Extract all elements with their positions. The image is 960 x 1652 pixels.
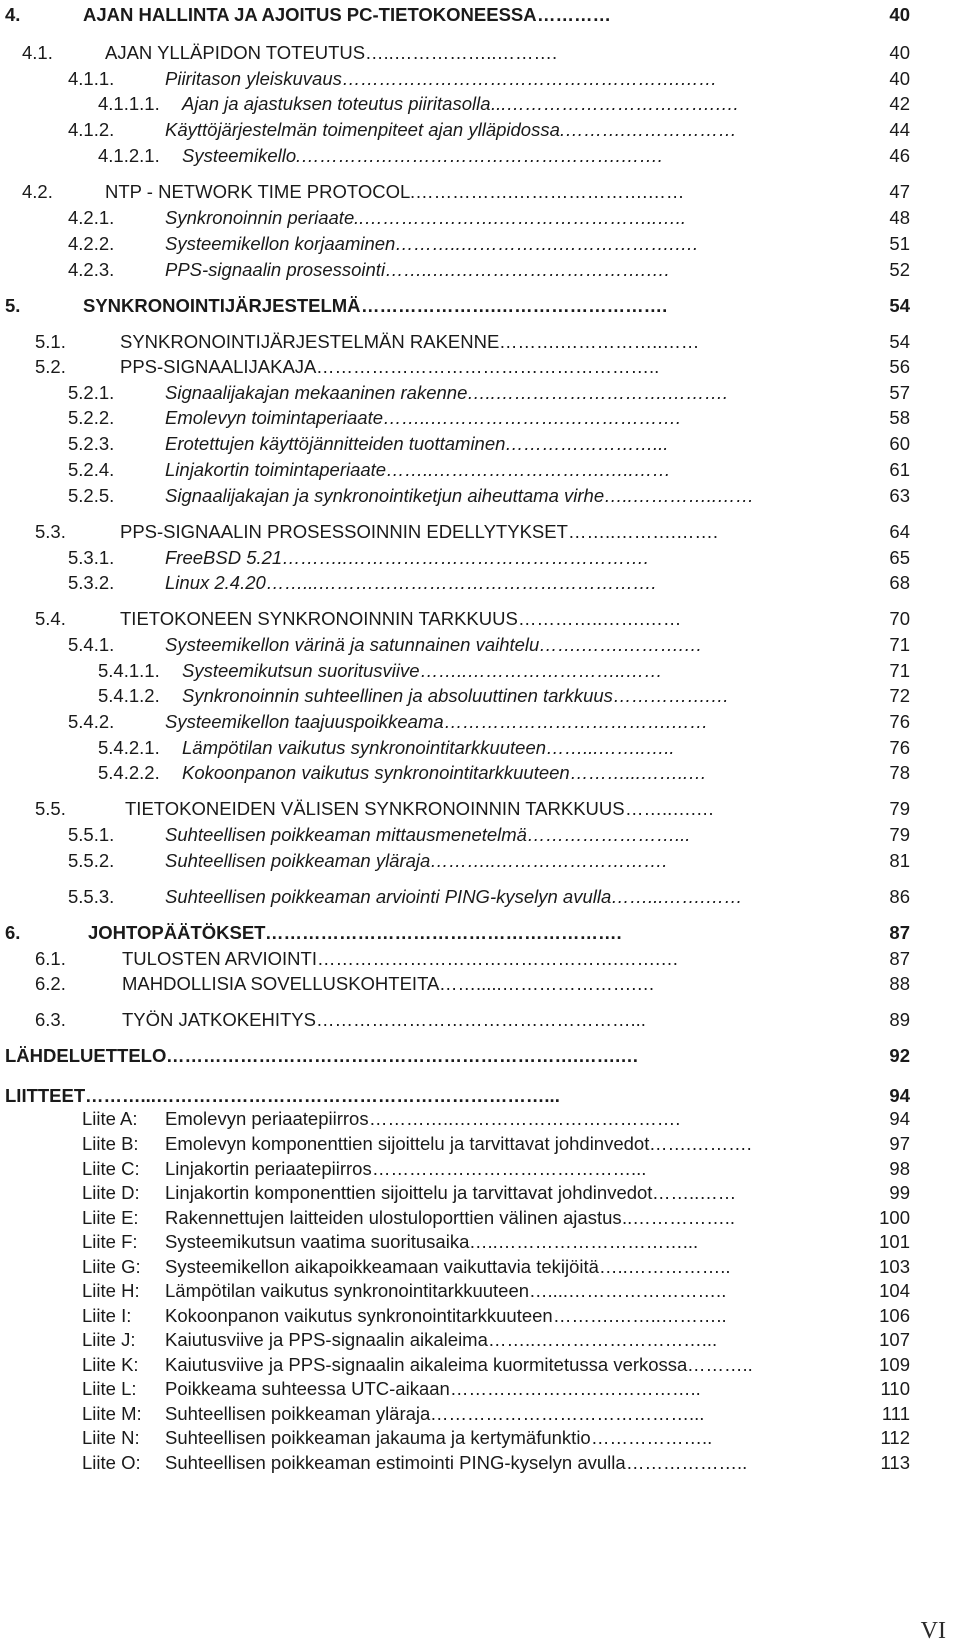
toc-entry [0, 1352, 960, 1378]
toc-entry-leader: ………..…………….……………….…. [395, 233, 699, 254]
toc-entry-number: 5.5.2. [68, 850, 115, 871]
toc-entry [0, 1376, 960, 1402]
toc-entry-number: 5.3.2. [68, 572, 115, 593]
toc-entry-number: 4.2.2. [68, 233, 115, 254]
toc-entry-title: Systeemikellon korjaaminen [165, 233, 396, 254]
toc-entry-title: Kokoonpanon vaikutus synkronointitarkkuuteen [165, 1305, 553, 1326]
toc-entry-leader: ……………………………………………….. [316, 356, 660, 377]
toc-entry-page: 51 [889, 233, 910, 254]
toc-entry [0, 1254, 960, 1280]
toc-entry [0, 205, 960, 231]
toc-entry-leader: ………..………………………. [430, 850, 668, 871]
toc-entry [0, 683, 960, 709]
toc-entry-title: PPS-signaalin prosessointi [165, 259, 386, 280]
toc-entry-leader: ……………………………………... [372, 1158, 647, 1179]
toc-entry [0, 1131, 960, 1157]
toc-entry [0, 632, 960, 658]
toc-entry [0, 848, 960, 874]
toc-entry-leader: ...…………………………….…. [491, 93, 739, 114]
toc-entry-page: 97 [889, 1133, 910, 1154]
toc-entry-number: Liite K: [82, 1354, 139, 1375]
toc-entry-leader: ……..….………………………….…. [385, 259, 670, 280]
toc-entry-number: 5.4.1. [68, 634, 115, 655]
toc-entry-page: 112 [880, 1427, 910, 1448]
toc-entry-number: Liite C: [82, 1158, 140, 1179]
toc-entry-title: JOHTOPÄÄTÖKSET [88, 922, 266, 943]
toc-entry-number: 5.2. [35, 356, 66, 377]
toc-entry-title: Systeemikutsun vaatima suoritusaika [165, 1231, 470, 1252]
toc-entry-page: 89 [889, 1009, 910, 1030]
toc-entry-page: 109 [879, 1354, 910, 1375]
toc-entry-leader: …..……………………….………. [467, 382, 729, 403]
toc-entry-page: 57 [889, 382, 910, 403]
toc-entry-number: 5.3.1. [68, 547, 115, 568]
toc-entry [0, 920, 960, 946]
toc-entry-leader: …….…….……….… [539, 634, 703, 655]
toc-entry-title: TULOSTEN ARVIOINTI [122, 948, 317, 969]
toc-entry-leader: ……...……..….. [546, 737, 675, 758]
toc-entry-leader: ……….. [687, 1354, 753, 1375]
toc-entry-number: 4.1. [22, 42, 53, 63]
toc-entry-page: 47 [889, 181, 910, 202]
toc-entry [0, 483, 960, 509]
toc-entry-leader: ……….……..……….. [553, 1305, 727, 1326]
toc-entry [0, 405, 960, 431]
toc-entry-title: Suhteellisen poikkeaman yläraja [165, 850, 431, 871]
toc-entry-leader: .……….……………… [560, 119, 737, 140]
toc-entry [0, 1401, 960, 1427]
toc-entry-page: 100 [879, 1207, 910, 1228]
toc-entry [0, 1007, 960, 1033]
toc-entry-number: 5.2.2. [68, 407, 115, 428]
toc-entry-number: 4.2. [22, 181, 53, 202]
toc-entry-page: 52 [889, 259, 910, 280]
toc-entry-number: Liite L: [82, 1378, 137, 1399]
toc-entry-page: 107 [879, 1329, 910, 1350]
toc-entry-leader: …………..………………………………. [369, 1108, 681, 1129]
toc-entry-leader: ……………….. [591, 1427, 713, 1448]
toc-entry-leader: ……….……………..…… [499, 331, 700, 352]
toc-entry-title: TIETOKONEEN SYNKRONOINNIN TARKKUUS [120, 608, 518, 629]
toc-entry-page: 94 [889, 1108, 910, 1129]
toc-entry-title: Linjakortin toimintaperiaate [165, 459, 387, 480]
toc-entry [0, 457, 960, 483]
toc-entry-title: Emolevyn komponenttien sijoittelu ja tarvittavat johdinvedot [165, 1133, 650, 1154]
toc-entry-title: SYNKRONOINTIJÄRJESTELMÄN RAKENNE [120, 331, 500, 352]
toc-entry-title: Linux 2.4.20 [165, 572, 266, 593]
toc-entry-leader: ..…………….. [622, 1207, 736, 1228]
toc-entry [0, 431, 960, 457]
toc-entry-title: Piiritason yleiskuvaus [165, 68, 342, 89]
toc-entry-title: Emolevyn periaatepiirros [165, 1108, 369, 1129]
toc-entry-page: 86 [889, 886, 910, 907]
toc-entry-leader: …..…………..…… [604, 485, 755, 506]
toc-entry-number: Liite M: [82, 1403, 142, 1424]
toc-entry [0, 1043, 960, 1069]
toc-entry-number: Liite H: [82, 1280, 140, 1301]
toc-entry-page: 87 [889, 948, 910, 969]
toc-entry-page: 87 [889, 922, 910, 943]
toc-entry [0, 117, 960, 143]
toc-entry-page: 58 [889, 407, 910, 428]
toc-entry-leader: ………………………………………….…….… [317, 948, 679, 969]
toc-entry-page: 63 [889, 485, 910, 506]
toc-entry-page: 88 [889, 973, 910, 994]
toc-entry-number: 4.2.3. [68, 259, 115, 280]
toc-entry [0, 91, 960, 117]
toc-entry [0, 1180, 960, 1206]
toc-entry-title: Linjakortin komponenttien sijoittelu ja tarvittavat johdinvedot [165, 1182, 653, 1203]
toc-entry-page: 103 [879, 1256, 910, 1277]
toc-entry-number: 5.2.4. [68, 459, 115, 480]
toc-entry-page: 104 [879, 1280, 910, 1301]
toc-entry-number: 4. [5, 4, 21, 25]
toc-entry-leader: …….………. [649, 1133, 752, 1154]
toc-entry-title: Systeemikello [182, 145, 297, 166]
toc-entry-title: Signaalijakajan mekaaninen rakenne [165, 382, 468, 403]
toc-entry-page: 94 [889, 1085, 910, 1106]
toc-entry [0, 884, 960, 910]
toc-entry-leader: ……...………………………………………………. [266, 572, 657, 593]
toc-entry-title: Suhteellisen poikkeaman yläraja [165, 1403, 431, 1424]
toc-entry [0, 66, 960, 92]
toc-entry [0, 40, 960, 66]
toc-entry-leader: ……...…….…… [611, 886, 743, 907]
toc-entry-page: 79 [889, 824, 910, 845]
toc-entry-page: 101 [879, 1231, 910, 1252]
toc-entry [0, 1156, 960, 1182]
toc-entry-page: 79 [889, 798, 910, 819]
toc-entry-title: Ajan ja ajastuksen toteutus piiritasolla [182, 93, 491, 114]
toc-entry-page: 76 [889, 737, 910, 758]
toc-entry-page: 81 [889, 850, 910, 871]
toc-entry-number: Liite I: [82, 1305, 132, 1326]
toc-entry-number: 4.1.1. [68, 68, 115, 89]
toc-entry-title: TYÖN JATKOKEHITYS [122, 1009, 316, 1030]
toc-entry [0, 1229, 960, 1255]
toc-entry-page: 111 [881, 1403, 910, 1424]
toc-entry [0, 257, 960, 283]
toc-entry-page: 54 [889, 295, 910, 316]
toc-entry-page: 76 [889, 711, 910, 732]
toc-entry [0, 760, 960, 786]
toc-entry-page: 78 [889, 762, 910, 783]
toc-entry-leader: ……..……….……. [568, 521, 719, 542]
toc-entry [0, 822, 960, 848]
toc-entry-leader: .…………….………………….…… [410, 181, 685, 202]
toc-entry-page: 98 [889, 1158, 910, 1179]
page-number: VI [920, 1618, 946, 1644]
toc-entry [0, 1106, 960, 1132]
toc-entry [0, 1327, 960, 1353]
toc-entry-leader: ……..……………………….…..…… [386, 459, 671, 480]
toc-entry-page: 68 [889, 572, 910, 593]
toc-entry-number: 4.1.2.1. [98, 145, 160, 166]
toc-entry-number: Liite G: [82, 1256, 141, 1277]
toc-entry-number: 5.4.2. [68, 711, 115, 732]
toc-entry-leader: ……..………………………... [488, 1329, 718, 1350]
toc-entry-number: 5.5.3. [68, 886, 115, 907]
toc-entry-page: 44 [889, 119, 910, 140]
toc-entry-number: 5.4.1.2. [98, 685, 160, 706]
toc-entry-title: SYNKRONOINTIJÄRJESTELMÄ [83, 295, 361, 316]
toc-entry-number: Liite E: [82, 1207, 139, 1228]
toc-entry-page: 110 [880, 1378, 910, 1399]
toc-entry-title: Erotettujen käyttöjännitteiden tuottaminen [165, 433, 506, 454]
toc-entry-leader: ……………………………….…… [444, 711, 709, 732]
toc-entry-number: 5.4.1.1. [98, 660, 160, 681]
toc-entry-number: 5.5.1. [68, 824, 115, 845]
toc-entry-leader: …………….… [613, 685, 730, 706]
toc-entry-title: Linjakortin periaatepiirros [165, 1158, 372, 1179]
toc-entry-number: Liite N: [82, 1427, 140, 1448]
toc-entry [0, 1205, 960, 1231]
toc-entry-leader: ……..………………….………………. [383, 407, 682, 428]
toc-entry [0, 231, 960, 257]
toc-entry-number: 4.1.1.1. [98, 93, 160, 114]
toc-entry [0, 293, 960, 319]
toc-entry [0, 143, 960, 169]
toc-entry-page: 106 [879, 1305, 910, 1326]
toc-entry-page: 40 [889, 4, 910, 25]
toc-entry-title: Lämpötilan vaikutus synkronointitarkkuuteen [182, 737, 547, 758]
toc-entry-leader: ……………………………………………... [316, 1009, 646, 1030]
toc-entry-title: Kaiutusviive ja PPS-signaalin aikaleima kuormitetussa verkossa [165, 1354, 688, 1375]
toc-entry [0, 709, 960, 735]
toc-entry-leader: …..…………………………... [469, 1231, 699, 1252]
toc-entry [0, 1303, 960, 1329]
toc-entry-page: 40 [889, 42, 910, 63]
toc-entry-leader: ………...……..… [570, 762, 707, 783]
toc-entry [0, 570, 960, 596]
toc-entry-title: Synkronoinnin suhteellinen ja absoluuttinen tarkkuus [182, 685, 613, 706]
toc-entry-number: 5.4. [35, 608, 66, 629]
toc-entry-page: 64 [889, 521, 910, 542]
toc-entry-title: Synkronoinnin periaate [165, 207, 355, 228]
toc-entry-leader: ……………………... [505, 433, 669, 454]
toc-entry-title: FreeBSD 5.21 [165, 547, 283, 568]
toc-entry-number: 6. [5, 922, 21, 943]
toc-entry-leader: ……………………………………... [430, 1403, 705, 1424]
toc-entry-leader: …….....………………….… [439, 973, 655, 994]
toc-entry-title: Suhteellisen poikkeaman arviointi PING-kyselyn avulla [165, 886, 612, 907]
toc-entry-title: AJAN HALLINTA JA AJOITUS PC-TIETOKONEESSA [83, 4, 537, 25]
toc-entry-leader: ………...………………………………………………………... [85, 1085, 560, 1106]
toc-entry-title: NTP - NETWORK TIME PROTOCOL [105, 181, 411, 202]
toc-entry-title: Suhteellisen poikkeaman jakauma ja kertymäfunktio [165, 1427, 591, 1448]
toc-entry-title: PPS-SIGNAALIJAKAJA [120, 356, 317, 377]
toc-entry-page: 70 [889, 608, 910, 629]
toc-entry-title: MAHDOLLISIA SOVELLUSKOHTEITA [122, 973, 440, 994]
toc-entry-leader: ……………….. [626, 1452, 748, 1473]
toc-entry-leader: ………………………………………………………….…….… [166, 1045, 639, 1066]
toc-entry-number: 5.3. [35, 521, 66, 542]
toc-entry-page: 46 [889, 145, 910, 166]
toc-entry-leader: ……………………………………………….…… [342, 68, 718, 89]
toc-entry-leader: ………… [537, 4, 611, 25]
toc-entry-title: Systeemikutsun suoritusviive [182, 660, 420, 681]
toc-entry-leader: …..……………..………. [365, 42, 558, 63]
toc-entry-page: 56 [889, 356, 910, 377]
toc-entry-number: 6.2. [35, 973, 66, 994]
toc-entry-number: 5.2.5. [68, 485, 115, 506]
toc-entry [0, 519, 960, 545]
toc-entry [0, 2, 960, 28]
toc-entry-page: 113 [880, 1452, 910, 1473]
toc-entry-page: 99 [889, 1182, 910, 1203]
toc-entry-page: 54 [889, 331, 910, 352]
toc-entry [0, 1425, 960, 1451]
toc-entry-page: 92 [889, 1045, 910, 1066]
toc-entry-leader: …....…………………….. [529, 1280, 727, 1301]
toc-entry-leader: ……..…… [652, 1182, 737, 1203]
toc-entry-number: Liite A: [82, 1108, 138, 1129]
toc-entry-title: Käyttöjärjestelmän toimenpiteet ajan ylläpidossa [165, 119, 560, 140]
toc-entry [0, 179, 960, 205]
toc-entry-title: Systeemikellon värinä ja satunnainen vaihtelu [165, 634, 540, 655]
toc-entry-leader: ………………….………………………. [361, 295, 668, 316]
toc-entry-leader: ………………………………….. [450, 1378, 701, 1399]
toc-entry-page: 60 [889, 433, 910, 454]
toc-entry [0, 796, 960, 822]
toc-entry-number: 5.4.2.2. [98, 762, 160, 783]
toc-entry-title: Suhteellisen poikkeaman estimointi PING-kyselyn avulla [165, 1452, 626, 1473]
toc-entry-number: 5.2.1. [68, 382, 115, 403]
toc-entry-leader: ……..……………………..…… [420, 660, 663, 681]
toc-entry-leader: ……..….… [625, 798, 715, 819]
toc-entry-page: 72 [889, 685, 910, 706]
toc-entry-number: 5.2.3. [68, 433, 115, 454]
toc-entry-title: Signaalijakajan ja synkronointiketjun aiheuttama virhe [165, 485, 605, 506]
toc-entry-title: TIETOKONEIDEN VÄLISEN SYNKRONOINNIN TARKKUUS [125, 798, 625, 819]
toc-entry [0, 329, 960, 355]
toc-entry-title: LIITTEET [5, 1085, 86, 1106]
toc-entry-number: Liite D: [82, 1182, 140, 1203]
toc-entry-leader: …………..…….…… [518, 608, 682, 629]
toc-entry-number: 5.5. [35, 798, 66, 819]
toc-entry-title: Systeemikellon taajuuspoikkeama [165, 711, 444, 732]
toc-entry-title: Systeemikellon aikapoikkeamaan vaikuttavia tekijöitä [165, 1256, 599, 1277]
toc-entry-title: Emolevyn toimintaperiaate [165, 407, 383, 428]
toc-entry-leader: ……………………... [527, 824, 691, 845]
toc-entry-title: Rakennettujen laitteiden ulostuloporttien välinen ajastus [165, 1207, 622, 1228]
toc-entry-title: LÄHDELUETTELO [5, 1045, 167, 1066]
toc-entry-page: 71 [889, 660, 910, 681]
toc-entry-title: Kokoonpanon vaikutus synkronointitarkkuuteen [182, 762, 570, 783]
toc-entry-page: 71 [889, 634, 910, 655]
toc-entry-leader: …..…………….. [599, 1256, 731, 1277]
toc-entry-leader: ..………………….……………………..….. [354, 207, 686, 228]
toc-entry-number: 5.4.2.1. [98, 737, 160, 758]
toc-entry [0, 606, 960, 632]
toc-entry-number: Liite O: [82, 1452, 141, 1473]
toc-entry-page: 40 [889, 68, 910, 89]
toc-entry [0, 658, 960, 684]
toc-entry-title: Suhteellisen poikkeaman mittausmenetelmä [165, 824, 527, 845]
toc-entry [0, 1450, 960, 1476]
toc-entry-number: 4.1.2. [68, 119, 115, 140]
toc-entry [0, 971, 960, 997]
toc-entry-leader: .…………………………………………….……. [296, 145, 663, 166]
toc-entry-title: Lämpötilan vaikutus synkronointitarkkuuteen [165, 1280, 530, 1301]
toc-entry-page: 65 [889, 547, 910, 568]
toc-entry-title: AJAN YLLÄPIDON TOTEUTUS [105, 42, 366, 63]
toc-entry-title: PPS-SIGNAALIN PROSESSOINNIN EDELLYTYKSET [120, 521, 568, 542]
toc-entry-number: 5. [5, 295, 21, 316]
toc-entry [0, 946, 960, 972]
toc-entry-number: 6.1. [35, 948, 66, 969]
toc-entry [0, 545, 960, 571]
toc-entry [0, 354, 960, 380]
toc-entry-page: 42 [889, 93, 910, 114]
toc-entry-number: 4.2.1. [68, 207, 115, 228]
toc-entry-page: 61 [889, 459, 910, 480]
toc-entry-number: Liite J: [82, 1329, 136, 1350]
toc-entry [0, 735, 960, 761]
toc-entry-leader: …………………………………………………. [265, 922, 622, 943]
toc-entry-number: 6.3. [35, 1009, 66, 1030]
toc-entry [0, 380, 960, 406]
toc-entry-title: Poikkeama suhteessa UTC-aikaan [165, 1378, 450, 1399]
toc-entry [0, 1278, 960, 1304]
toc-entry-number: Liite B: [82, 1133, 139, 1154]
toc-entry-page: 48 [889, 207, 910, 228]
toc-entry-number: 5.1. [35, 331, 66, 352]
toc-entry-title: Kaiutusviive ja PPS-signaalin aikaleima [165, 1329, 488, 1350]
toc-entry-leader: ………..…………………………………………. [282, 547, 649, 568]
toc-entry-number: Liite F: [82, 1231, 138, 1252]
